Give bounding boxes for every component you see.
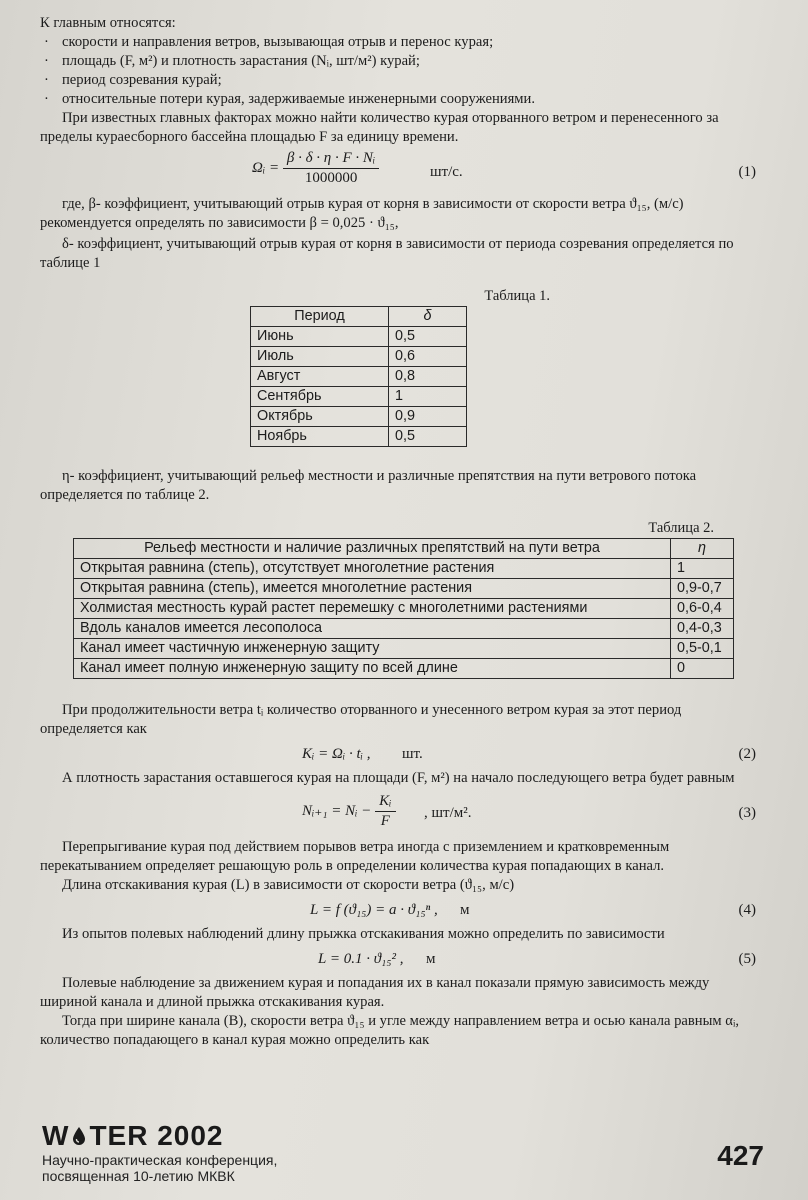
formula-1-lhs: Ωᵢ = — [252, 160, 280, 176]
formula-5-expr: L = 0.1 · ϑ₁₅² , — [318, 951, 404, 967]
page-footer — [42, 1120, 768, 1190]
formula-3-number: (3) — [738, 805, 756, 821]
logo-text-left: W — [42, 1120, 70, 1151]
conference-line: Научно-практическая конференция, — [42, 1152, 278, 1168]
table-cell: Сентябрь — [251, 387, 389, 407]
table-row — [251, 347, 467, 367]
table-header-row — [74, 539, 734, 559]
table-cell: Открытая равнина (степь), имеется многолетние растения — [74, 579, 671, 599]
table-1 — [250, 306, 467, 447]
table-row — [74, 579, 734, 599]
formula-4-unit: м — [460, 902, 470, 918]
paragraph: При известных главных факторах можно найти количество курая оторванного ветром и перенесенного за пределы курaесборного бассейна площадью F за единицу времени. — [40, 110, 719, 145]
formula-1-fraction — [283, 149, 379, 188]
table-cell: 0,9-0,7 — [671, 579, 734, 599]
formula-5-number: (5) — [738, 951, 756, 967]
formula-3-denominator: F — [380, 813, 390, 829]
conference-logo — [42, 1120, 768, 1152]
formula-3-fraction — [375, 792, 395, 831]
table-row — [251, 407, 467, 427]
table-header-cell: Период — [251, 307, 389, 327]
bullet-item: · скорости и направления ветров, вызывающая отрыв и перенос курая; — [40, 33, 762, 52]
table-header-row — [251, 307, 467, 327]
paragraph: А плотность зарастания оставшегося курая на площади (F, м²) на начало последующего ветра будет равным — [62, 770, 735, 786]
formula-2 — [40, 739, 762, 769]
table-cell: 0,9 — [389, 407, 467, 427]
formula-3-unit: , шт/м². — [424, 805, 472, 821]
conference-line: посвященная 10-летию МКВК — [42, 1168, 235, 1184]
table-cell: 0,5 — [389, 427, 467, 447]
table-cell: Август — [251, 367, 389, 387]
formula-5 — [40, 944, 762, 974]
formula-4 — [40, 895, 762, 925]
intro-text: К главным относятся: — [40, 15, 176, 31]
table-cell: Открытая равнина (степь), отсутствует многолетние растения — [74, 559, 671, 579]
bullet-item: · период созревания курай; — [40, 71, 762, 90]
bullet-item: · площадь (F, м²) и плотность зарастания (Nᵢ, шт/м²) курай; — [40, 52, 762, 71]
bullet-item: · относительные потери курая, задерживаемые инженерными сооружениями. — [40, 90, 762, 109]
formula-5-unit: м — [426, 951, 436, 967]
table-row — [74, 659, 734, 679]
table-row — [251, 387, 467, 407]
formula-3-lhs: Nᵢ₊₁ = Nᵢ − — [302, 803, 372, 819]
formula-3-numerator: Kᵢ — [375, 792, 395, 812]
table-2-caption: Таблица 2. — [648, 520, 714, 536]
table-row — [251, 327, 467, 347]
formula-1-number: (1) — [738, 164, 756, 180]
paragraph: δ- коэффициент, учитывающий отрыв курая от корня в зависимости от периода созревания определяется по таблице 1 — [40, 236, 734, 271]
table-cell: Канал имеет полную инженерную защиту по всей длине — [74, 659, 671, 679]
paragraph: где, β- коэффициент, учитывающий отрыв курая от корня в зависимости от скорости ветра ϑ₁₅, (м/с) рекомендуется определять по зависимости β = 0,025 · ϑ₁₅, — [40, 196, 684, 231]
table-row — [251, 427, 467, 447]
formula-4-expr: L = f (ϑ₁₅) = a · ϑ₁₅ⁿ , — [310, 902, 438, 918]
table-1-caption: Таблица 1. — [484, 288, 550, 304]
table-row — [74, 599, 734, 619]
water-drop-icon — [71, 1126, 87, 1146]
table-row — [251, 367, 467, 387]
table-2 — [73, 538, 734, 679]
formula-3 — [40, 788, 762, 838]
table-cell: 0,4-0,3 — [671, 619, 734, 639]
table-cell: 0 — [671, 659, 734, 679]
table-cell: 1 — [389, 387, 467, 407]
table-row — [74, 639, 734, 659]
table-cell: Октябрь — [251, 407, 389, 427]
paragraph: Длина отскакивания курая (L) в зависимости от скорости ветра (ϑ₁₅, м/с) — [62, 877, 515, 893]
formula-2-unit: шт. — [402, 746, 423, 762]
page-content — [40, 14, 762, 1050]
formula-1 — [40, 147, 762, 195]
paragraph: Полевые наблюдение за движением курая и попадания их в канал показали прямую зависимость между шириной канала и длиной прыжка отскакивания курая. — [40, 975, 710, 1010]
table-cell: Ноябрь — [251, 427, 389, 447]
formula-1-unit: шт/с. — [430, 164, 463, 180]
table-cell: Июнь — [251, 327, 389, 347]
formula-2-expr: Kᵢ = Ωᵢ · tᵢ , — [302, 746, 371, 762]
logo-text-right: TER 2002 — [89, 1120, 224, 1151]
page-number: 427 — [717, 1140, 764, 1171]
table-header-cell: η — [671, 539, 734, 559]
formula-1-numerator: β · δ · η · F · Nᵢ — [283, 149, 379, 169]
table-cell: Июль — [251, 347, 389, 367]
table-cell: Вдоль каналов имеется лесополоса — [74, 619, 671, 639]
paragraph: η- коэффициент, учитывающий рельеф местности и различные препятствия на пути ветрового потока определяется по таблице 2. — [40, 468, 697, 503]
table-cell: 0,6-0,4 — [671, 599, 734, 619]
paragraph: Перепрыгивание курая под действием порывов ветра иногда с приземлением и кратковременным перекатыванием определяет решающую роль в определении количества курая попадающих в канал. — [40, 839, 670, 874]
paragraph: При продолжительности ветра tᵢ количество оторванного и унесенного ветром курая за этот период определяется как — [40, 702, 682, 737]
table-header-cell: δ — [389, 307, 467, 327]
table-cell: 0,5 — [389, 327, 467, 347]
table-cell: 0,5-0,1 — [671, 639, 734, 659]
table-cell: Холмистая местность курай растет перемешку с многолетними растениями — [74, 599, 671, 619]
table-row — [74, 619, 734, 639]
table-cell: 0,8 — [389, 367, 467, 387]
formula-4-number: (4) — [738, 902, 756, 918]
paragraph: Тогда при ширине канала (B), скорости ветра ϑ₁₅ и угле между направлением ветра и осью канала равным αᵢ, количество попадающего в канал курая можно определить как — [40, 1013, 739, 1048]
paragraph: Из опытов полевых наблюдений длину прыжка отскакивания можно определить по зависимости — [62, 926, 665, 942]
table-cell: 0,6 — [389, 347, 467, 367]
formula-1-denominator: 1000000 — [304, 170, 358, 186]
table-cell: 1 — [671, 559, 734, 579]
formula-2-number: (2) — [738, 746, 756, 762]
table-row — [74, 559, 734, 579]
table-cell: Канал имеет частичную инженерную защиту — [74, 639, 671, 659]
table-header-cell: Рельеф местности и наличие различных препятствий на пути ветра — [74, 539, 671, 559]
